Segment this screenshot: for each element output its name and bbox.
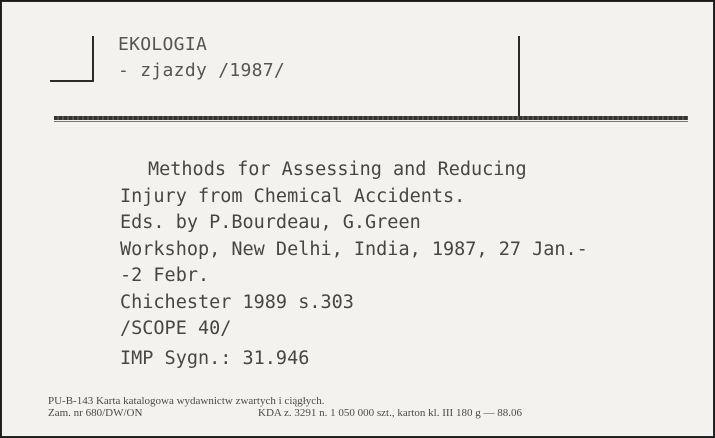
card-footer xyxy=(48,395,522,419)
horizontal-rule xyxy=(54,116,688,120)
vertical-rule xyxy=(518,36,520,116)
corner-bracket xyxy=(50,36,94,82)
series-line: /SCOPE 40/ xyxy=(120,318,232,339)
bibliographic-record xyxy=(120,157,588,343)
footer-print-info: KDA z. 3291 n. 1 050 000 szt., karton kl. III 180 g — 88.06 xyxy=(258,407,522,419)
catalog-card xyxy=(1,1,714,437)
event-line-2: -2 Febr. xyxy=(120,265,210,286)
title-line-2: Injury from Chemical Accidents. xyxy=(120,185,466,207)
title-line-1: Methods for Assessing and Reducing xyxy=(148,159,527,180)
footer-form-line: PU-B-143 Karta katalogowa wydawnictw zwartych i ciągłych. xyxy=(48,395,325,407)
subject-subdivision: - zjazdy /1987/ xyxy=(118,60,286,81)
call-number: IMP Sygn.: 31.946 xyxy=(120,348,310,369)
subject-term: EKOLOGIA xyxy=(118,34,208,55)
event-line-1: Workshop, New Delhi, India, 1987, 27 Jan.- xyxy=(120,238,588,260)
editors-line: Eds. by P.Bourdeau, G.Green xyxy=(120,212,421,233)
horizontal-rule-thin xyxy=(54,121,688,122)
subject-heading xyxy=(118,32,285,84)
footer-order: Zam. nr 680/DW/ON xyxy=(48,407,143,419)
imprint-line: Chichester 1989 s.303 xyxy=(120,291,354,313)
